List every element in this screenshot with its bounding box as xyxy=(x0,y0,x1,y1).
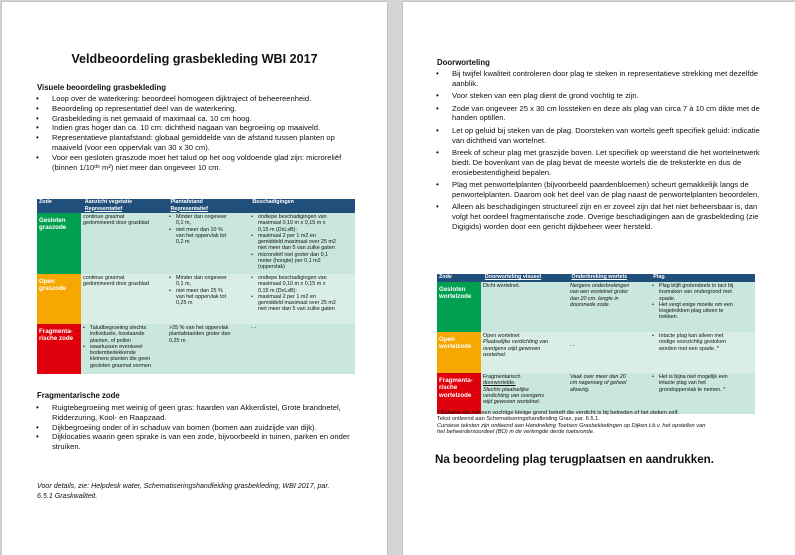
footnote: Cursieve teksten zijn ontleend aan Handreiking Toetsen Grasbekledingen op Dijken t.b.v. het opstellen van xyxy=(437,422,706,429)
table-header-cell: Aanzicht vegetatie Representatief xyxy=(84,199,133,212)
table-cell: Nergens onderbrekingen van een wortelnet groter dan 20 cm. lengte in doorsnede zode. xyxy=(568,282,650,332)
list-item: • Dijkbegroeiing onder of in schaduw van bomen (bomen aan zuidzijde van dijk). xyxy=(32,423,352,433)
table-header-cell: Plag xyxy=(653,274,665,280)
table-header-cell: Onderbreking wortels xyxy=(571,274,628,280)
zode-label: Open graszode xyxy=(37,274,81,324)
list-item: • Grasbekleding is net gemaaid of maximaal ca. 10 cm hoog. xyxy=(32,114,352,124)
footnote: Tekst ontleend aan Schematiseringshandleiding Gras, par. 6.5.1. xyxy=(437,416,600,423)
table-cell: • Het is bijna niet mogelijk een intacte plag van het grondoppervlak te nemen. * xyxy=(650,373,755,414)
table-cell: Open wortelnet Plaatselijke verdichting van overigens wijd gewoven wortelnet. xyxy=(481,332,568,373)
table-header xyxy=(37,199,355,213)
table-row xyxy=(37,213,355,274)
footnote: * Behalve als het een vochtige kleiige grond betreft die verdicht is bij betreden of het steken zelf. xyxy=(437,410,679,416)
table-row xyxy=(437,373,755,414)
list-item: • Alleen als beschadigingen structureel zijn en er zoveel zijn dat het niet beheersbaar is, dan volgt het oordeel fragmentarische zode. Overige beschadigingen aan de grasbekleding (zie Digigids) worden door een gericht dijkbeheer weer hersteld. xyxy=(432,202,767,231)
table-cell: • Minder dan ongeveer 0,1 m, • niet meer dan 25 % van het oppervlak tot 0,25 m xyxy=(167,274,249,324)
list-item: • Plag met penwortelplanten (bijvoorbeeld paardenbloemen) scheurt gemakkelijk langs de penwortelplanten. Daarom ook het deel van de plag naast de penwortelplanten beoordelen. xyxy=(432,180,767,200)
visual-heading: Visuele beoordeling grasbekleding xyxy=(37,83,166,92)
table-header-cell: Beschadigingen xyxy=(252,199,294,205)
list-item: • Zode van ongeveer 25 x 30 cm lossteken en deze als plag van circa 7 à 10 cm dikte met de handen optillen. xyxy=(432,104,767,124)
list-item: • Dijklocaties waarin geen sprake is van een zode, bijvoorbeeld in tuinen, parken en onder struiken. xyxy=(32,432,352,452)
rooting-table xyxy=(437,274,755,414)
table-footnotes xyxy=(437,410,767,436)
final-instruction: Na beoordeling plag terugplaatsen en aandrukken. xyxy=(435,453,714,466)
section-heading: Doorworteling xyxy=(437,58,490,67)
table-row xyxy=(37,324,355,374)
list-item: • Beoordeling op representatief deel van de waterkering. xyxy=(32,104,352,114)
list-item: • Voor een gesloten graszode moet het talud op het oog voldoende glad zijn: microreliëf (binnen 1/10ᵈᵉ m²) niet meer dan ongeveer 10 cm. xyxy=(32,153,352,173)
table-header-cell: Zode xyxy=(439,274,452,280)
document-page-1 xyxy=(2,2,387,555)
list-item: • Representatieve plantafstand: globaal gemiddelde van de afstand tussen planten op maaiveld (voor een oppervlak van 30 x 30 cm). xyxy=(32,133,352,153)
footnote: het beheerdersoordeel (BO) in de verlengde derde toetsronde. xyxy=(437,429,595,436)
zode-label: Gesloten graszode xyxy=(37,213,81,274)
table-cell: continue grasmat gedomineerd door grasblad xyxy=(81,274,167,324)
frag-bullet-list xyxy=(32,403,352,452)
zode-label: Gesloten wortelzode xyxy=(437,282,481,332)
table-cell: • Plag blijft grotendeels in tact bij losmaken van ondergrond met spade. • Het vergt enige moeite om een losgetrokken plag uiteen te trekken. xyxy=(650,282,755,332)
list-item: • Let op geluid bij steken van de plag. Doorsteken van wortels geeft specifiek geluid: indicatie van dichtheid van wortelnet. xyxy=(432,126,767,146)
table-cell: Fragmentarisch doorwortelde. Slechts plaatselijke verdichting van overigens wijd gewoven wortelnet. xyxy=(481,373,568,414)
table-header-cell: Plantafstand Representatief xyxy=(170,199,208,212)
frag-heading: Fragmentarische zode xyxy=(37,391,120,400)
table-cell: • ondiepe beschadigingen van maximaal 0,10 m x 0,15 m x 0,15 m (DxLxB): • maximaal 2 per 1 m2 en gemiddeld maximaal over 25 m2 niet meer dan 5 van zulke gaten • microreliëf niet groter dan 0,1 meter (hoogte) per 0,1 m2 (oppervlak) xyxy=(249,213,355,274)
table-cell: Vaak over meer dan 20 cm nagenoeg of geheel afwezig. xyxy=(568,373,650,414)
zode-label: Open wortelzode xyxy=(437,332,481,373)
zode-label: Fragmenta-rische wortelzode xyxy=(437,373,481,414)
list-item: • Loop over de waterkering: beoordeel homogeen dijktraject of beheereenheid. xyxy=(32,94,352,104)
rooting-bullet-list xyxy=(432,69,767,234)
table-cell: continue grasmat gedomineerd door grasblad xyxy=(81,213,167,274)
table-cell: • Minder dan ongeveer 0,1 m, • niet meer dan 10 % van het oppervlak tot 0,2 m xyxy=(167,213,249,274)
visual-bullet-list xyxy=(32,94,352,172)
table-row xyxy=(437,282,755,332)
grass-quality-table xyxy=(37,199,355,374)
list-item: • Indien gras hoger dan ca. 10 cm: dichtheid nagaan van begroeiing op maaiveld. xyxy=(32,123,352,133)
list-item: • Breek of scheur plag met graszijde boven. Let specifiek op weerstand die het wortelnetwerk biedt. De bovenkant van de plag bevat de meeste wortels die de treksterkte en dus de erosiebestendigheid bepalen. xyxy=(432,148,767,177)
table-cell: • Intacte plag kan alleen met nodige voorzichtig gestoken worden met een spade. * xyxy=(650,332,755,373)
list-item: • Voor steken van een plag dient de grond vochtig te zijn. xyxy=(432,91,767,101)
table-row xyxy=(37,274,355,324)
table-cell: - - xyxy=(568,332,650,373)
page-title: Veldbeoordeling grasbekleding WBI 2017 xyxy=(71,52,318,66)
zode-label: Fragmenta-rische zode xyxy=(37,324,81,374)
table-row xyxy=(437,332,755,373)
list-item: • Bij twijfel kwaliteit controleren door plag te steken in representatieve strekking met dezelfde aanblik. xyxy=(432,69,767,89)
table-header-cell: Zode xyxy=(39,199,52,205)
table-header-cell: Doorworteling visueel xyxy=(484,274,542,280)
details-note: Voor details, zie: Helpdesk water, Schematiseringshandleiding grasbekleding, WBI 2017, par. 6.5.1 Graskwaliteit. xyxy=(37,482,330,500)
table-cell: - - xyxy=(249,324,355,374)
table-cell: • Taludbegroeiing slechts individuele, losstaande planten, of pollen • waartussen eventueel bodembedekkende kleinere planten die geen gesloten grasmat vormen xyxy=(81,324,167,374)
table-cell: • ondiepe beschadigingen van maximaal 0,10 m x 0,15 m x 0,15 m (DxLxB): • maximaal 2 per 1 m2 en gemiddeld maximaal over 25 m2 niet meer dan 5 van zulke gaten xyxy=(249,274,355,324)
table-cell: Dicht wortelnet. xyxy=(481,282,568,332)
table-header xyxy=(437,274,755,282)
list-item: • Ruigtebegroeiing met weinig of geen gras: haarden van Akkerdistel, Grote brandnetel, Ridderzuring, Kool- en Raapzaad. xyxy=(32,403,352,423)
document-page-2 xyxy=(403,2,795,555)
table-cell: >25 % van het oppervlak plantafstanden groter dan 0,25 m xyxy=(167,324,249,374)
